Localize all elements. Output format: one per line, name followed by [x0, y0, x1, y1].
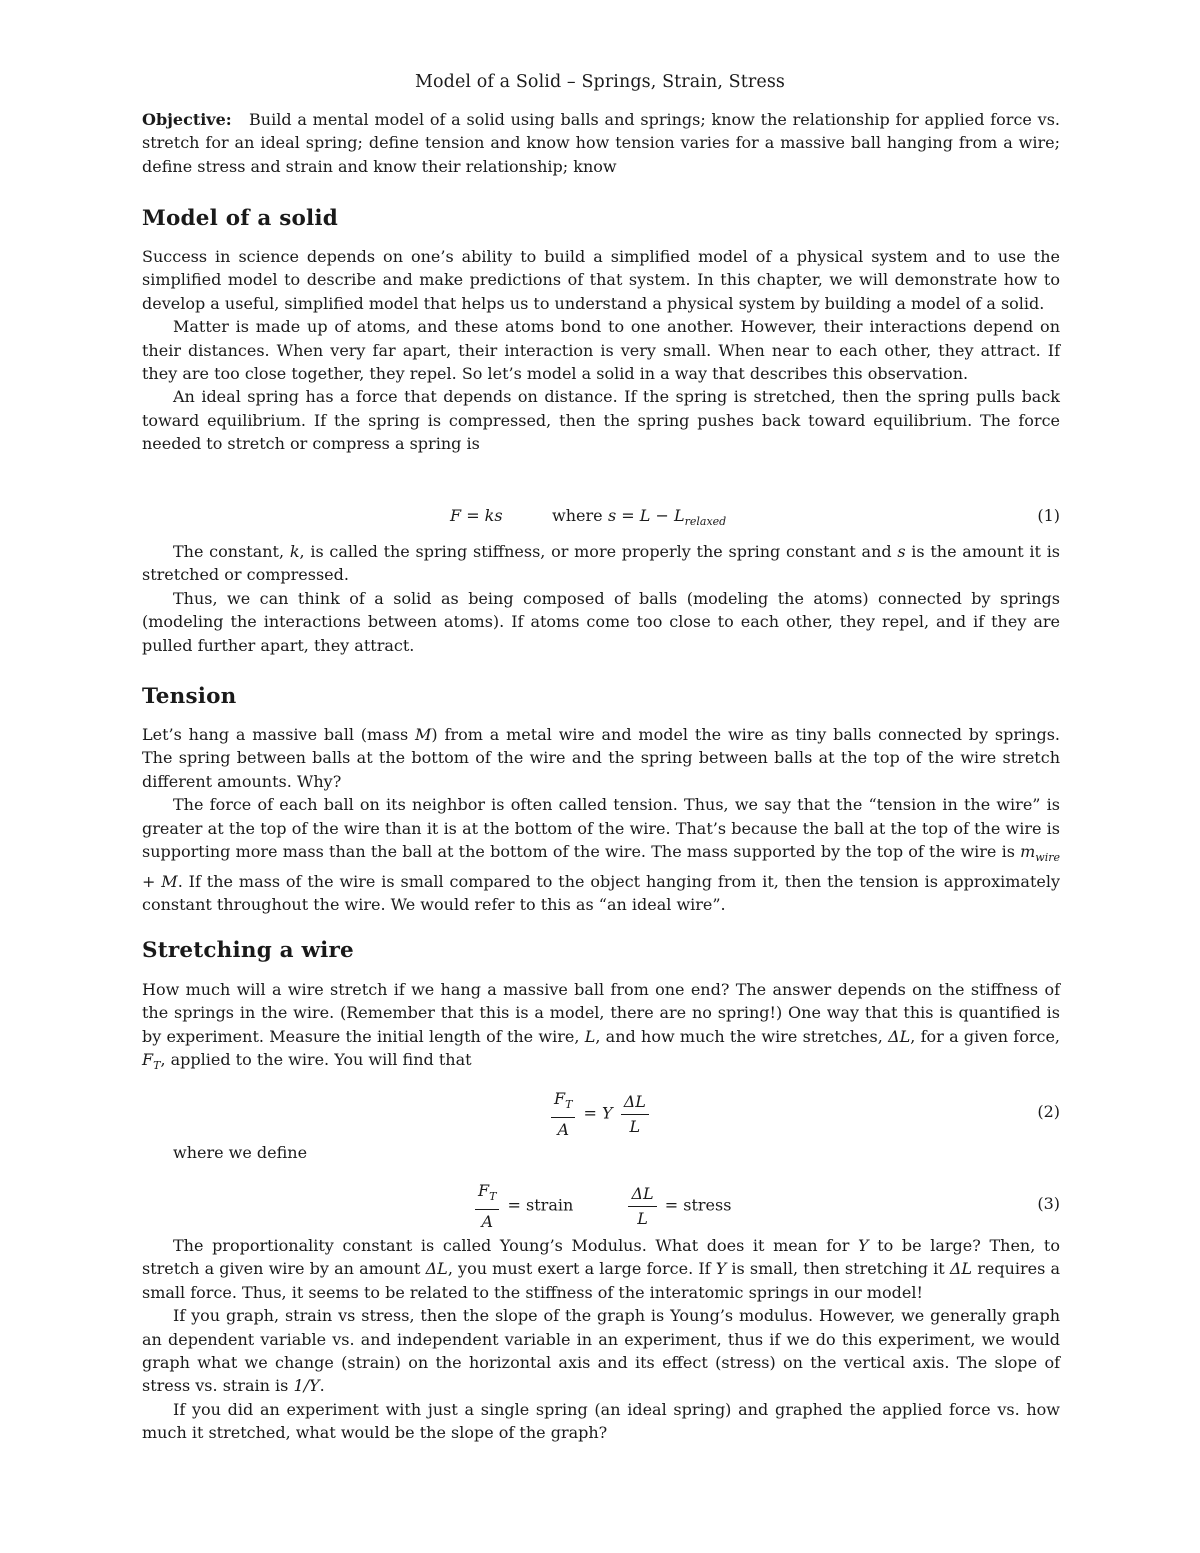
- eq3-fraction-deltaL-L: $\frac{\Delta L}{L}$: [628, 1183, 656, 1229]
- where-we-define: where we define: [173, 1143, 308, 1162]
- symbol-L: L: [584, 1026, 596, 1046]
- stretching-paragraph-2: The proportionality constant is called Young’s Modulus. What does it mean for Y to be large? Then, to stretch a given wire by an amount ΔL, you must exert a large force. If Y is small, then stretching it ΔL requires a small force. Thus, it seems to be related to the stiffness of the interatomic springs in our model!: [142, 1236, 1060, 1302]
- objective-block: [142, 108, 1060, 178]
- objective-label: Objective:: [142, 110, 232, 129]
- eq1-number: (1): [1037, 506, 1060, 525]
- eq3-fraction-force-area: $\frac{F_T}{A}$: [475, 1180, 499, 1232]
- model-section-body-2: [142, 540, 1060, 657]
- stretching-paragraph-3: If you graph, strain vs stress, then the slope of the graph is Young’s modulus. However, we generally graph an dependent variable vs. and independent variable in an experiment, thus if we do this experiment, we would graph what we change (strain) on the horizontal axis and its effect (stress) on the vertical axis. The slope of stress vs. strain is 1/Y.: [142, 1306, 1060, 1396]
- stretching-section-body: [142, 978, 1060, 1078]
- eq1-where: where: [552, 506, 603, 525]
- symbol-delta-L: ΔL: [888, 1026, 911, 1046]
- eq3-stress-label: = stress: [664, 1195, 732, 1215]
- eq2-equals-Y: = Y: [583, 1103, 613, 1123]
- tension-section-body: [142, 723, 1060, 916]
- eq3-strain-label: = strain: [507, 1195, 574, 1215]
- eq2-fraction-deltaL-L: $\frac{\Delta L}{L}$: [621, 1091, 649, 1137]
- symbol-m-wire: $m_{wire} + M$: [142, 842, 1060, 891]
- tension-paragraph-1: Let’s hang a massive ball (mass M) from a metal wire and model the wire as tiny balls connected by springs. The spring between balls at the bottom of the wire and the spring between balls at the top of the wire stretch different amounts. Why?: [142, 725, 1060, 791]
- model-paragraph-1: Success in science depends on one’s ability to build a simplified model of a physical system and to use the simplified model to describe and make predictions of that system. In this chapter, we will demonstrate how to develop a useful, simplified model that helps us to understand a physical system by building a model of a solid.: [142, 247, 1060, 313]
- eq2-number: (2): [1037, 1102, 1060, 1121]
- eq2-fraction-force-area: $\frac{F_T}{A}$: [551, 1088, 575, 1140]
- eq2-expression: [548, 1088, 652, 1140]
- symbol-k: k: [289, 542, 300, 561]
- eq1-rhs: $s = L - L_{relaxed}$: [608, 506, 727, 529]
- stretching-paragraph-4: If you did an experiment with just a single spring (an ideal spring) and graphed the applied force vs. how much it stretched, what would be the slope of the graph?: [142, 1399, 1060, 1443]
- heading-model-of-a-solid: Model of a solid: [142, 206, 339, 231]
- stretching-section-body-2: [142, 1234, 1060, 1445]
- eq1-subscript: relaxed: [684, 515, 727, 529]
- equation-2: [142, 1088, 1060, 1140]
- symbol-s: s: [897, 542, 906, 561]
- model-paragraph-5: Thus, we can think of a solid as being composed of balls (modeling the atoms) connected by springs (modeling the interactions between atoms). If atoms come too close to each other, they repel, and if they are pulled further apart, they attract.: [142, 588, 1060, 655]
- model-paragraph-4: The constant, k, is called the spring stiffness, or more properly the spring constant and s is the amount it is stretched or compressed.: [142, 542, 1061, 585]
- symbol-one-over-Y: 1/Y: [293, 1376, 320, 1396]
- objective-text: Build a mental model of a solid using balls and springs; know the relationship for applied force vs. stretch for an ideal spring; define tension and know how tension varies for a massive ball hanging from a wire; define stress and strain and know their relationship; know: [142, 110, 1060, 176]
- eq3-expression: [472, 1180, 731, 1232]
- page-title: Model of a Solid – Springs, Strain, Stress: [415, 72, 785, 92]
- model-paragraph-3: An ideal spring has a force that depends on distance. If the spring is stretched, then the spring pulls back toward equilibrium. If the spring is compressed, then the spring pushes back toward equilibrium. The force needed to stretch or compress a spring is: [142, 387, 1060, 454]
- model-section-body: [142, 245, 1060, 456]
- heading-tension: Tension: [142, 684, 237, 709]
- eq3-number: (3): [1037, 1194, 1060, 1213]
- tension-paragraph-2: The force of each ball on its neighbor is often called tension. Thus, we say that the “tension in the wire” is greater at the top of the wire than it is at the bottom of the wire. That’s because the ball at the top of the wire is supporting more mass than the ball at the bottom of the wire. The mass supported by the top of the wire is $m_{wire} + M$. If the mass of the wire is small compared to the object hanging from it, then the tension is approximately constant throughout the wire. We would refer to this as “an ideal wire”.: [142, 795, 1061, 915]
- stretching-paragraph-1: How much will a wire stretch if we hang a massive ball from one end? The answer depends on the stiffness of the springs in the wire. (Remember that this is a model, there are no spring!) One way that this is quantified is by experiment. Measure the initial length of the wire, L, and how much the wire stretches, ΔL, for a given force, $F_T$, applied to the wire. You will find that: [142, 980, 1061, 1073]
- symbol-F-T: $F_T$: [142, 1050, 161, 1073]
- eq1-lhs: F = ks: [450, 506, 503, 525]
- model-paragraph-2: Matter is made up of atoms, and these atoms bond to one another. However, their interactions depend on their distances. When very far apart, their interaction is very small. When near to each other, they attract. If they are too close together, they repel. So let’s model a solid in a way that describes this observation.: [142, 317, 1060, 384]
- symbol-M: M: [415, 725, 432, 744]
- heading-stretching-a-wire: Stretching a wire: [142, 938, 354, 963]
- equation-3: [142, 1180, 1060, 1232]
- objective-paragraph: [142, 108, 1060, 178]
